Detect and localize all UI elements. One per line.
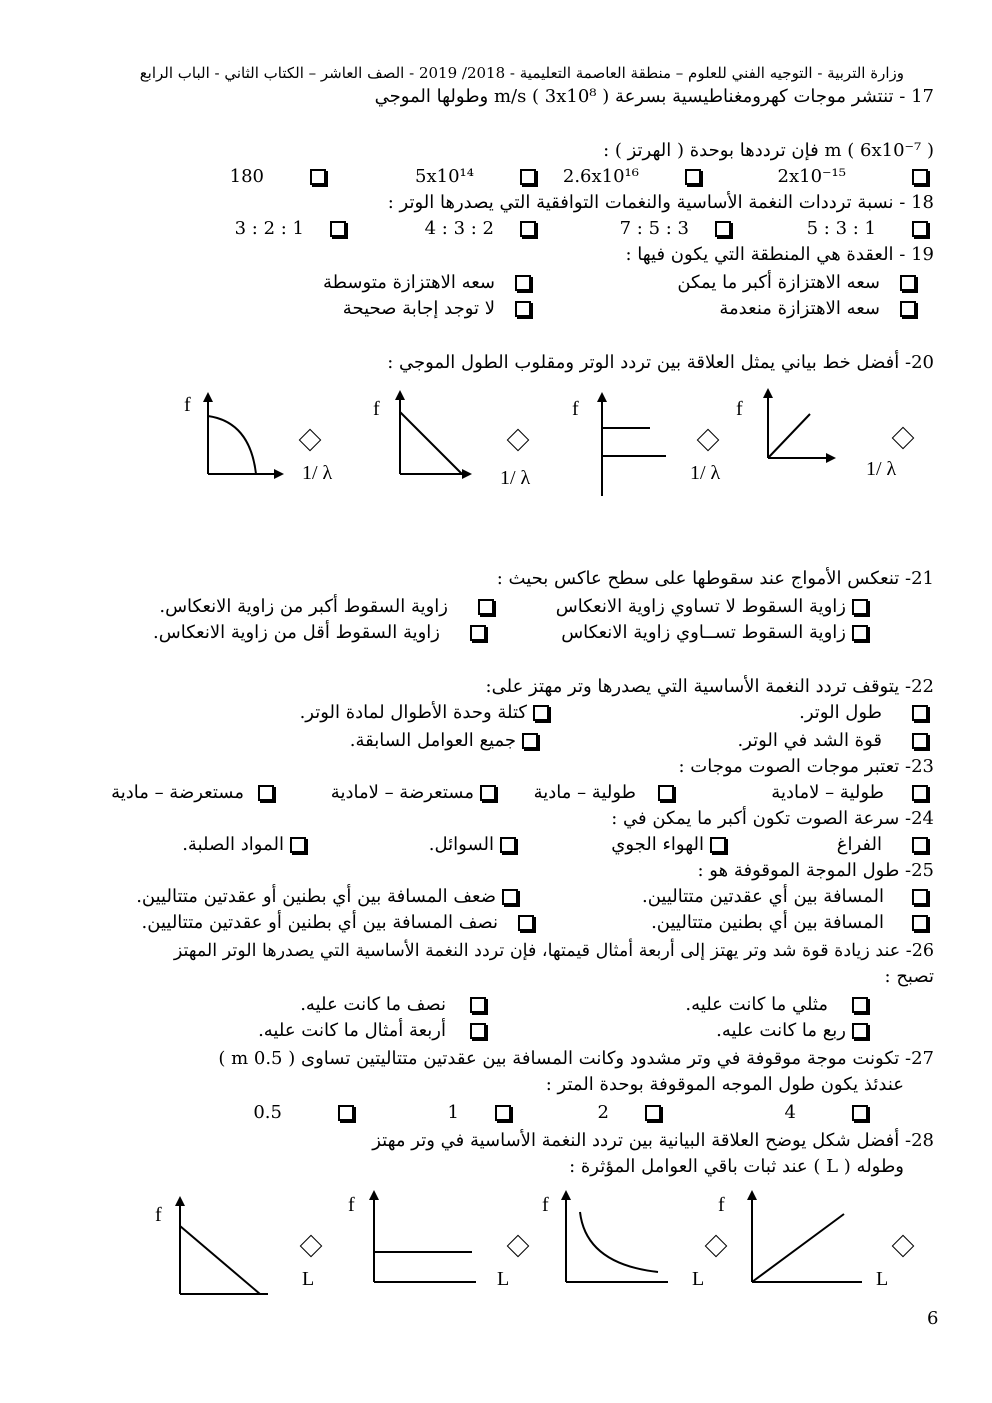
q26-option-3[interactable]: ربع ما كانت عليه.	[716, 1020, 874, 1042]
q27-question-cont: عندئذ يكون طول الموجه الموقوفة بوحدة المتر :	[545, 1074, 904, 1095]
q26-option-1[interactable]: مثلي ما كانت عليه.	[685, 994, 874, 1016]
checkbox-icon[interactable]	[522, 733, 538, 749]
checkbox-icon[interactable]	[495, 1105, 511, 1121]
q17-line2: ( 6x10⁻⁷ ) m فإن ترددها بوحدة ( الهرتز ) :	[603, 140, 934, 161]
graph-axis-label-x: 1/ λ	[302, 462, 333, 484]
q19-option-3[interactable]: سعه الاهتزازة منعدمة	[719, 298, 922, 320]
checkbox-icon[interactable]	[852, 599, 868, 615]
q25-option-4[interactable]: نصف المسافة بين أي بطنين أو عقدتين متتاليين.	[142, 912, 540, 934]
q20-choice-4-diamond[interactable]	[892, 427, 915, 450]
q24-question: 24- سرعة الصوت تكون أكبر ما يمكن في :	[611, 808, 934, 829]
checkbox-icon[interactable]	[852, 625, 868, 641]
checkbox-icon[interactable]	[290, 837, 306, 853]
q17-option-2[interactable]: 2.6x10¹⁶	[563, 166, 707, 188]
q18-option-4[interactable]: 1 : 2 : 3	[235, 218, 352, 240]
checkbox-icon[interactable]	[478, 599, 494, 615]
q27-option-1[interactable]: 4	[785, 1102, 874, 1124]
checkbox-icon[interactable]	[645, 1105, 661, 1121]
q28-choice-2-diamond[interactable]	[507, 1235, 530, 1258]
q23-option-1[interactable]: طولية – لامادية	[771, 782, 934, 804]
q21-option-3[interactable]: زاوية السقوط تســاوي زاوية الانعكاس	[561, 622, 874, 644]
checkbox-icon[interactable]	[470, 1023, 486, 1039]
checkbox-icon[interactable]	[852, 1105, 868, 1121]
graph-axis-label-f: f	[572, 398, 579, 420]
q22-option-3[interactable]: قوة الشد في الوتر.	[737, 730, 934, 752]
q17-option-4[interactable]: 180	[230, 166, 332, 188]
q19-option-2[interactable]: سعه الاهتزازة متوسطة	[323, 272, 537, 294]
q17-option-1[interactable]: 2x10⁻¹⁵	[778, 166, 934, 188]
checkbox-icon[interactable]	[533, 705, 549, 721]
q28-choice-4-diamond[interactable]	[892, 1235, 915, 1258]
checkbox-icon[interactable]	[330, 221, 346, 237]
graph-axis-label-x: 1/ λ	[690, 462, 721, 484]
checkbox-icon[interactable]	[852, 997, 868, 1013]
q25-question: 25- طول الموجة الموقوفة هو :	[697, 860, 934, 881]
q18-question: 18 - نسبة ترددات النغمة الأساسية والنغمات التوافقية التي يصدرها الوتر :	[387, 192, 934, 213]
checkbox-icon[interactable]	[912, 705, 928, 721]
q19-option-1[interactable]: سعه الاهتزازة أكبر ما يمكن	[677, 272, 922, 294]
checkbox-icon[interactable]	[912, 915, 928, 931]
checkbox-icon[interactable]	[912, 169, 928, 185]
checkbox-icon[interactable]	[912, 889, 928, 905]
q24-option-3[interactable]: السوائل.	[429, 834, 522, 856]
q20-graph-decreasing	[392, 390, 472, 480]
q26-option-2[interactable]: نصف ما كانت عليه.	[300, 994, 492, 1016]
checkbox-icon[interactable]	[470, 997, 486, 1013]
q18-option-1[interactable]: 1 : 3 : 5	[807, 218, 934, 240]
q22-question: 22- يتوقف تردد النغمة الأساسية التي يصدرها وتر مهتز على:	[485, 676, 934, 697]
q24-option-1[interactable]: الفراغ	[837, 834, 934, 856]
checkbox-icon[interactable]	[912, 733, 928, 749]
page-header: وزارة التربية - التوجيه الفني للعلوم – منطقة العاصمة التعليمية - 2018/ 2019 - الصف العاشر – الكتاب الثاني - الباب الرابع	[139, 64, 904, 82]
q20-choice-3-diamond[interactable]	[697, 429, 720, 452]
graph-axis-label-f: f	[373, 398, 380, 420]
graph-axis-label-L: L	[692, 1268, 705, 1290]
q28-graph-decreasing	[172, 1196, 272, 1296]
q25-option-2[interactable]: ضعف المسافة بين أي بطنين أو عقدتين متتاليين.	[136, 886, 524, 908]
checkbox-icon[interactable]	[900, 301, 916, 317]
q25-option-3[interactable]: المسافة بين أي بطنين متتاليين.	[651, 912, 934, 934]
checkbox-icon[interactable]	[480, 785, 496, 801]
checkbox-icon[interactable]	[258, 785, 274, 801]
graph-axis-label-f: f	[184, 394, 191, 416]
q17-line1: 17 - تنتشر موجات كهرومغناطيسية بسرعة ( 3x10⁸ ) m/s وطولها الموجي	[374, 86, 934, 107]
q22-option-4[interactable]: جميع العوامل السابقة.	[350, 730, 544, 752]
q28-choice-1-diamond[interactable]	[300, 1235, 323, 1258]
graph-axis-label-L: L	[497, 1268, 510, 1290]
checkbox-icon[interactable]	[912, 785, 928, 801]
graph-axis-label-f: f	[155, 1204, 162, 1226]
q28-graph-inverse	[558, 1190, 668, 1286]
checkbox-icon[interactable]	[912, 837, 928, 853]
q25-option-1[interactable]: المسافة بين أي عقدتين متتاليين.	[642, 886, 934, 908]
checkbox-icon[interactable]	[520, 221, 536, 237]
q24-option-2[interactable]: الهواء الجوي	[611, 834, 732, 856]
q18-option-2[interactable]: 3 : 5 : 7	[620, 218, 737, 240]
q28-graph-constant	[366, 1190, 476, 1286]
q23-option-3[interactable]: مستعرضة – لامادية	[331, 782, 502, 804]
checkbox-icon[interactable]	[685, 169, 701, 185]
q20-choice-2-diamond[interactable]	[507, 429, 530, 452]
graph-axis-label-x: 1/ λ	[500, 467, 531, 489]
q26-option-4[interactable]: أربعة أمثال ما كانت عليه.	[258, 1020, 492, 1042]
checkbox-icon[interactable]	[338, 1105, 354, 1121]
q23-option-4[interactable]: مستعرضة – مادية	[111, 782, 280, 804]
q24-option-4[interactable]: المواد الصلبة.	[182, 834, 312, 856]
q20-graph-constant	[592, 392, 672, 498]
q21-option-1[interactable]: زاوية السقوط لا تساوي زاوية الانعكاس	[556, 596, 874, 618]
q26-question-cont: تصبح :	[884, 966, 934, 987]
q28-question: 28- أفضل شكل يوضح العلاقة البيانية بين تردد النغمة الأساسية في وتر مهتز	[372, 1130, 934, 1151]
q20-choice-1-diamond[interactable]	[299, 429, 322, 452]
checkbox-icon[interactable]	[518, 915, 534, 931]
checkbox-icon[interactable]	[710, 837, 726, 853]
q21-question: 21- تنعكس الأمواج عند سقوطها على سطح عاكس بحيث :	[496, 568, 934, 589]
q20-graph-linear	[760, 388, 840, 468]
q28-choice-3-diamond[interactable]	[705, 1235, 728, 1258]
q27-option-3[interactable]: 1	[448, 1102, 517, 1124]
q17-option-3[interactable]: 5x10¹⁴	[415, 166, 542, 188]
q19-option-4[interactable]: لا توجد إجابة صحيحة	[343, 298, 537, 320]
q23-question: 23- تعتبر موجات الصوت موجات :	[678, 756, 934, 777]
graph-axis-label-f: f	[718, 1194, 725, 1216]
graph-axis-label-x: 1/ λ	[866, 458, 897, 480]
q20-question: 20- أفضل خط بياني يمثل العلاقة بين تردد الوتر ومقلوب الطول الموجي :	[387, 352, 934, 373]
checkbox-icon[interactable]	[658, 785, 674, 801]
q22-option-1[interactable]: طول الوتر.	[799, 702, 934, 724]
q28-question-cont: وطوله ( L ) عند ثبات باقي العوامل المؤثرة :	[569, 1156, 904, 1177]
q23-option-2[interactable]: طولية – مادية	[534, 782, 680, 804]
graph-axis-label-f: f	[348, 1194, 355, 1216]
q22-option-2[interactable]: كتلة وحدة الأطوال لمادة الوتر.	[300, 702, 555, 724]
graph-axis-label-L: L	[302, 1268, 315, 1290]
checkbox-icon[interactable]	[515, 275, 531, 291]
checkbox-icon[interactable]	[912, 221, 928, 237]
q27-option-2[interactable]: 2	[598, 1102, 667, 1124]
checkbox-icon[interactable]	[515, 301, 531, 317]
page-number: 6	[927, 1308, 939, 1329]
checkbox-icon[interactable]	[500, 837, 516, 853]
checkbox-icon[interactable]	[470, 625, 486, 641]
checkbox-icon[interactable]	[520, 169, 536, 185]
checkbox-icon[interactable]	[502, 889, 518, 905]
q27-option-4[interactable]: 0.5	[253, 1102, 360, 1124]
q18-option-3[interactable]: 2 : 3 : 4	[425, 218, 542, 240]
q20-graph-curve	[200, 392, 280, 482]
q27-question: 27- تكونت موجة موقوفة في وتر مشدود وكانت المسافة بين عقدتين متتاليتين تساوى ( 0.5 m )	[218, 1048, 934, 1069]
graph-axis-label-f: f	[542, 1194, 549, 1216]
q19-question: 19 - العقدة هي المنطقة التي يكون فيها :	[625, 244, 934, 265]
q26-question: 26- عند زيادة قوة شد وتر يهتز إلى أربعة أمثال قيمتها، فإن تردد النغمة الأساسية التي يصدرها الوتر المهتز	[173, 941, 934, 961]
q21-option-2[interactable]: زاوية السقوط أكبر من زاوية الانعكاس.	[159, 596, 500, 618]
graph-axis-label-f: f	[736, 398, 743, 420]
checkbox-icon[interactable]	[310, 169, 326, 185]
checkbox-icon[interactable]	[900, 275, 916, 291]
checkbox-icon[interactable]	[852, 1023, 868, 1039]
graph-axis-label-L: L	[876, 1268, 889, 1290]
q28-graph-linear	[744, 1190, 864, 1286]
q21-option-4[interactable]: زاوية السقوط أقل من زاوية الانعكاس.	[153, 622, 492, 644]
checkbox-icon[interactable]	[715, 221, 731, 237]
